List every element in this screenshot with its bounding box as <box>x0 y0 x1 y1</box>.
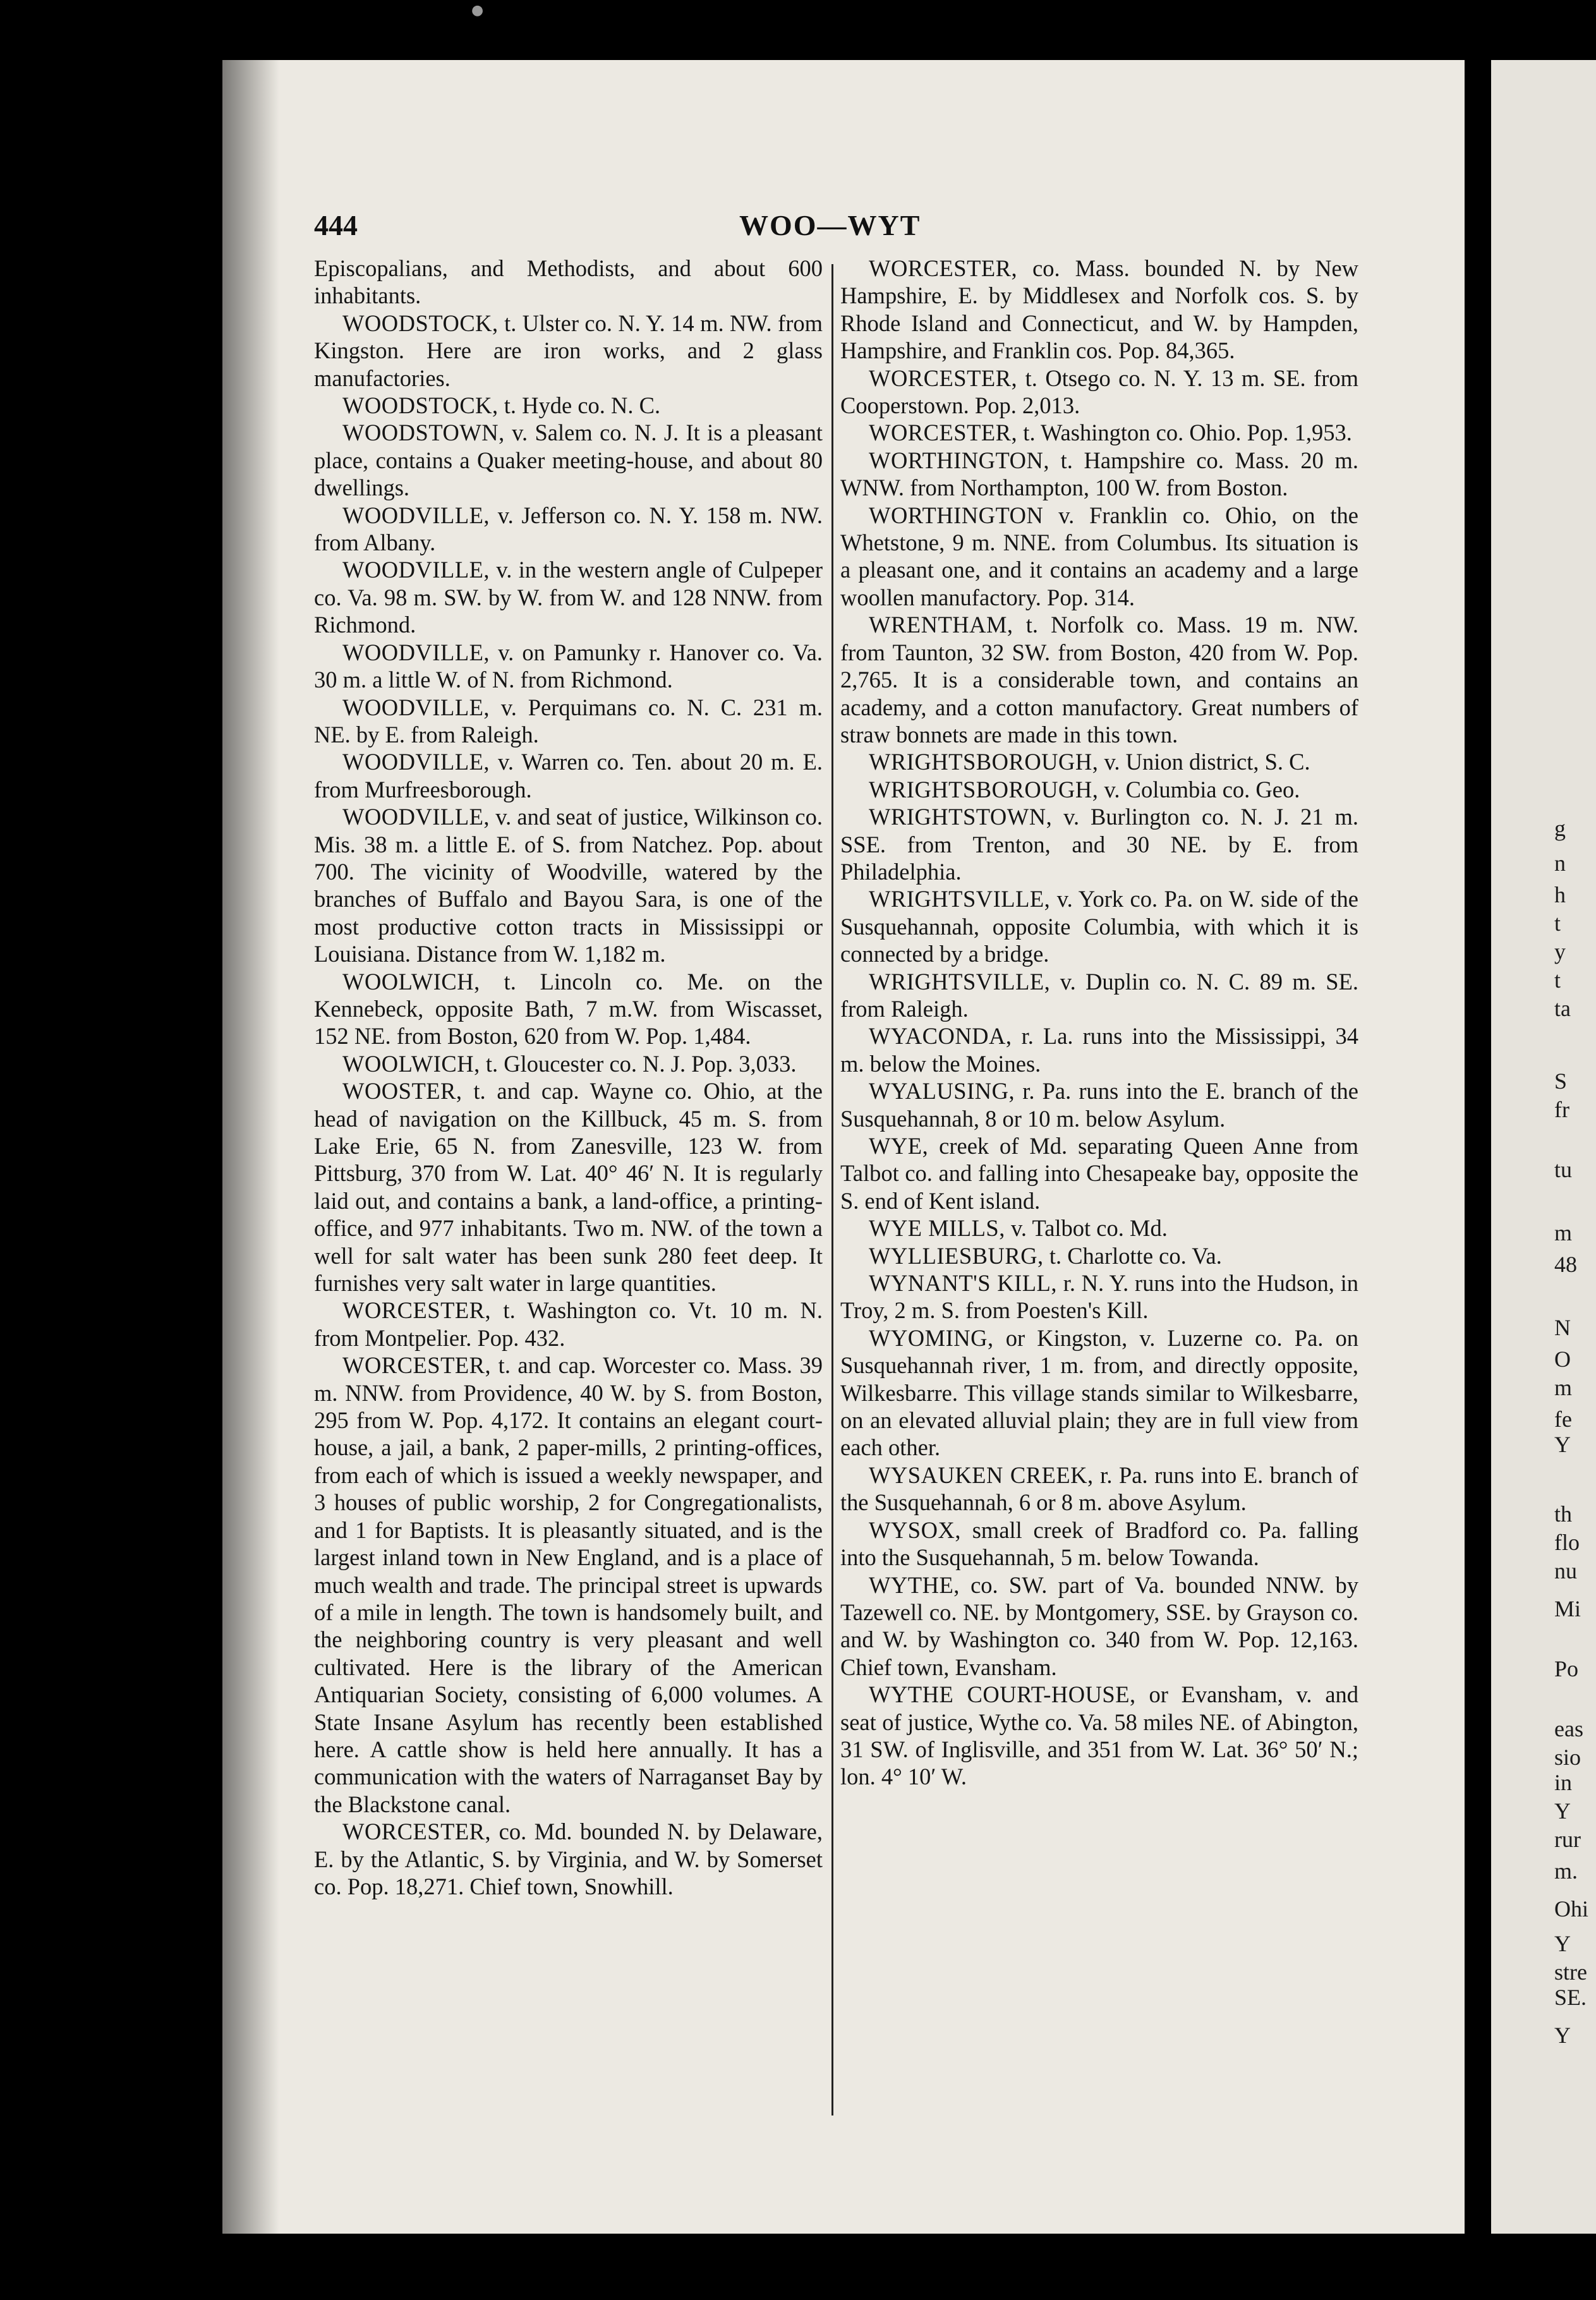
adjacent-page-fragment: n <box>1554 850 1566 876</box>
entry-text: t. Charlotte co. Va. <box>1049 1242 1222 1269</box>
gutter-shadow <box>222 60 279 2234</box>
entry-headword: WORCESTER, <box>342 1297 492 1324</box>
adjacent-page-fragment: fe <box>1554 1407 1572 1432</box>
entry-headword: WRIGHTSTOWN, <box>869 804 1053 830</box>
gazetteer-entry <box>840 1242 1358 1269</box>
scan-artifact-mark: ● <box>471 3 484 18</box>
adjacent-page-fragment: S <box>1554 1068 1568 1094</box>
gazetteer-entry <box>840 1516 1358 1571</box>
gazetteer-entry <box>314 1297 823 1352</box>
adjacent-page-fragment: Po <box>1554 1656 1579 1681</box>
entry-text: r. Pa. runs into E. branch of the Susquehannah, 6 or 8 m. above Asylum. <box>840 1462 1358 1516</box>
page-number: 444 <box>314 209 358 241</box>
gazetteer-entry <box>840 1022 1358 1077</box>
entry-headword: WOODVILLE, <box>342 639 490 665</box>
entry-headword: WOODVILLE, <box>342 749 490 775</box>
gazetteer-entry <box>840 968 1358 1023</box>
entry-headword: WYSOX, <box>869 1516 961 1543</box>
gazetteer-entry <box>314 803 823 967</box>
entry-text: t. Hyde co. N. C. <box>504 392 661 419</box>
entry-headword: WOODVILLE, <box>342 557 490 583</box>
entry-headword: WYE MILLS, <box>869 1215 1005 1242</box>
adjacent-page-fragment: h <box>1554 882 1566 907</box>
entry-headword: WRIGHTSBOROUGH, <box>869 776 1099 802</box>
entry-text: v. in the western angle of Culpeper co. Va. 98 m. SW. by W. from W. and 128 NNW. from Richmond. <box>314 557 823 638</box>
column-rule <box>831 264 833 2115</box>
entry-text: v. Jefferson co. N. Y. 158 m. NW. from Albany. <box>314 502 823 556</box>
entry-text: t. Norfolk co. Mass. 19 m. NW. from Taunton, 32 SW. from Boston, 420 from W. Pop. 2,765. It is a considerable town, and contains an academy, and a cotton manufactory. Great numbers of straw bonnets are made in this town. <box>840 612 1358 748</box>
entry-text: or Evansham, v. and seat of justice, Wythe co. Va. 58 miles NE. of Abington, 31 SW. of Inglisville, and 351 from W. Lat. 36° 50′ N.; lon. 4° 10′ W. <box>840 1681 1359 1790</box>
entry-text: t. and cap. Worcester co. Mass. 39 m. NNW. from Providence, 40 W. by S. from Boston, 295 from W. Pop. 4,172. It contains an elegant court-house, a jail, a bank, 2 paper-mills, 2 printing-offices, from each of which is issued a weekly newspaper, and 3 houses of public worship, 2 for Congregationalists, and 1 for Baptists. It is pleasantly situated, and is the largest inland town in New England, and is a place of much wealth and trade. The principal street is upwards of a mile in length. The town is handsomely built, and the neighboring country is very pleasant and well cultivated. Here is the library of the American Antiquarian Society, consisting of 6,000 volumes. A State Insane Asylum has recently been established here. A cattle show is held here annually. It has a communication with the waters of Narraganset Bay by the Blackstone canal. <box>314 1352 823 1817</box>
entry-text: v. Warren co. Ten. about 20 m. E. from Murfreesborough. <box>314 749 823 802</box>
entry-text: or Kingston, v. Luzerne co. Pa. on Susquehannah river, 1 m. from, and directly opposite, Wilkesbarre. This village stands similar to Wilkesbarre, on an elevated alluvial plain; they are in full view from each other. <box>840 1324 1358 1461</box>
gazetteer-entry <box>840 803 1358 885</box>
entry-headword: WRIGHTSBOROUGH, <box>869 749 1099 775</box>
gazetteer-entry <box>314 748 823 803</box>
adjacent-page-fragment: Y <box>1554 1798 1571 1824</box>
entry-text: v. Burlington co. N. J. 21 m. SSE. from Trenton, and 30 NE. by E. from Philadelphia. <box>840 804 1358 885</box>
entry-headword: WYNANT'S KILL, <box>869 1270 1057 1297</box>
gazetteer-entry <box>314 1352 823 1818</box>
left-column <box>314 255 823 1900</box>
entry-headword: WORCESTER, <box>869 420 1018 446</box>
entry-headword: WOODVILLE, <box>342 502 490 528</box>
entry-headword: WORCESTER, <box>342 1352 492 1379</box>
entry-text: v. Perquimans co. N. C. 231 m. NE. by E. from Raleigh. <box>314 694 823 748</box>
entry-text: r. La. runs into the Mississippi, 34 m. below the Moines. <box>840 1023 1358 1077</box>
running-head: WOO—WYT <box>739 209 921 241</box>
adjacent-page-fragment: N <box>1554 1315 1571 1340</box>
entry-text: v. and seat of justice, Wilkinson co. Mis. 38 m. a little E. of S. from Natchez. Pop. about 700. The vicinity of Woodville, watered by the branches of Buffalo and Bayou Sara, is one of the most productive cotton tracts in Mississippi or Louisiana. Distance from W. 1,182 m. <box>314 804 823 967</box>
entry-headword: WYALUSING, <box>869 1078 1015 1105</box>
adjacent-page-fragment: in <box>1554 1770 1573 1795</box>
gazetteer-entry <box>840 611 1358 748</box>
adjacent-page-fragment: t <box>1554 967 1561 993</box>
entry-text: t. Ulster co. N. Y. 14 m. NW. from Kingston. Here are iron works, and 2 glass manufactories. <box>314 310 823 391</box>
entry-text: t. Hampshire co. Mass. 20 m. WNW. from Northampton, 100 W. from Boston. <box>840 447 1358 501</box>
entry-headword: WYTHE, <box>869 1571 960 1598</box>
entry-text: v. Talbot co. Md. <box>1010 1215 1168 1242</box>
adjacent-page-fragment: rur <box>1554 1827 1581 1852</box>
entry-headword: WYTHE COURT-HOUSE, <box>869 1681 1136 1708</box>
gazetteer-entry <box>314 1818 823 1900</box>
entry-headword: WOOLWICH, <box>342 968 480 995</box>
gazetteer-entry <box>840 502 1358 612</box>
entry-headword: WOODSTOCK, <box>342 310 499 336</box>
gazetteer-entry <box>840 1077 1358 1132</box>
entry-headword: WOODSTOWN, <box>342 420 505 446</box>
entry-headword: WORCESTER, <box>869 365 1018 391</box>
gazetteer-entry <box>840 1269 1358 1324</box>
entry-text: t. Otsego co. N. Y. 13 m. SE. from Cooperstown. Pop. 2,013. <box>840 365 1359 419</box>
entry-text: r. Pa. runs into the E. branch of the Susquehannah, 8 or 10 m. below Asylum. <box>840 1078 1358 1132</box>
adjacent-page-fragment: Ohi <box>1554 1896 1588 1922</box>
entry-headword: WORTHINGTON <box>869 502 1044 528</box>
entry-headword: WYSAUKEN CREEK, <box>869 1462 1094 1488</box>
entry-text: v. on Pamunky r. Hanover co. Va. 30 m. a little W. of N. from Richmond. <box>314 639 823 693</box>
adjacent-page-fragment: m <box>1554 1220 1573 1245</box>
gazetteer-entry <box>840 776 1358 803</box>
gazetteer-entry <box>314 694 823 749</box>
adjacent-page-fragment: nu <box>1554 1558 1577 1583</box>
entry-text: t. Washington co. Ohio. Pop. 1,953. <box>1023 420 1352 446</box>
entry-text: r. N. Y. runs into the Hudson, in Troy, 2 m. S. from Poesten's Kill. <box>840 1270 1358 1324</box>
gazetteer-entry <box>840 1681 1358 1791</box>
adjacent-page-fragment: Y <box>1554 1432 1571 1457</box>
gazetteer-entry <box>314 392 823 419</box>
gazetteer-entry <box>314 968 823 1050</box>
entry-headword: WYACONDA, <box>869 1023 1012 1050</box>
adjacent-page-fragment: t <box>1554 911 1561 936</box>
adjacent-page-fragment: flo <box>1554 1530 1580 1555</box>
gazetteer-entry <box>314 1050 823 1077</box>
adjacent-page-fragment: SE. <box>1554 1985 1587 2010</box>
gazetteer-entry <box>840 255 1358 365</box>
gazetteer-entry <box>840 365 1358 420</box>
entry-text: v. Salem co. N. J. It is a pleasant place, contains a Quaker meeting-house, and about 80 dwellings. <box>314 420 823 501</box>
gazetteer-entry <box>840 1214 1358 1242</box>
entry-text: co. Mass. bounded N. by New Hampshire, E. by Middlesex and Norfolk cos. S. by Rhode Island and Connecticut, and W. by Hampden, Hampshire, and Franklin cos. Pop. 84,365. <box>840 255 1359 364</box>
adjacent-page-fragment: eas <box>1554 1716 1583 1741</box>
entry-text: creek of Md. separating Queen Anne from Talbot co. and falling into Chesapeake bay, opposite the S. end of Kent island. <box>840 1133 1358 1214</box>
adjacent-page-fragment: y <box>1554 939 1566 964</box>
entry-text: t. and cap. Wayne co. Ohio, at the head of navigation on the Killbuck, 45 m. S. from Lake Erie, 65 N. from Zanesville, 123 W. from Pittsburg, 370 from W. Lat. 40° 46′ N. It is regularly laid out, and contains a bank, a land-office, a printing-office, and 977 inhabitants. Two m. NW. of the town a well for salt water has been sunk 280 feet deep. It furnishes very salt water in large quantities. <box>314 1078 823 1297</box>
gazetteer-entry <box>314 1077 823 1297</box>
adjacent-page-fragment: Y <box>1554 2023 1571 2048</box>
adjacent-page-fragment: m <box>1554 1375 1573 1400</box>
gazetteer-entry <box>840 1132 1358 1214</box>
gazetteer-entry <box>840 1462 1358 1516</box>
entry-headword: WORCESTER, <box>342 1819 492 1845</box>
adjacent-page-fragment: sio <box>1554 1745 1581 1770</box>
entry-text: t. Lincoln co. Me. on the Kennebeck, opposite Bath, 7 m.W. from Wiscasset, 152 NE. from Boston, 620 from W. Pop. 1,484. <box>314 968 823 1050</box>
adjacent-page-fragment: m. <box>1554 1858 1578 1884</box>
gazetteer-entry <box>314 419 823 501</box>
entry-headword: WOODVILLE, <box>342 694 490 720</box>
gazetteer-entry <box>314 310 823 392</box>
adjacent-page-fragment: 48 <box>1554 1252 1577 1277</box>
gazetteer-entry <box>840 419 1358 446</box>
entry-text: v. Franklin co. Ohio, on the Whetstone, 9 m. NNE. from Columbus. Its situation is a pleasant one, and it contains an academy and a large woollen manufactory. Pop. 314. <box>840 502 1358 610</box>
entry-headword: WRIGHTSVILLE, <box>869 968 1051 995</box>
adjacent-page-fragment: Mi <box>1554 1596 1581 1621</box>
entry-headword: WRIGHTSVILLE, <box>869 886 1051 912</box>
entry-text: Episcopalians, and Methodists, and about 600 inhabitants. <box>314 255 823 309</box>
entry-text: t. Gloucester co. N. J. Pop. 3,033. <box>485 1050 797 1077</box>
gazetteer-entry <box>840 447 1358 502</box>
adjacent-page-fragment: th <box>1554 1501 1573 1527</box>
entry-headword: WYE, <box>869 1133 929 1159</box>
entry-text: v. Union district, S. C. <box>1104 749 1310 775</box>
entry-headword: WYOMING, <box>869 1324 994 1351</box>
entry-text: small creek of Bradford co. Pa. falling into the Susquehannah, 5 m. below Towanda. <box>840 1516 1358 1571</box>
gazetteer-entry <box>314 502 823 557</box>
adjacent-page-fragment: fr <box>1554 1097 1569 1122</box>
adjacent-page-fragment: stre <box>1554 1959 1587 1985</box>
entry-headword: WOODSTOCK, <box>342 392 499 419</box>
adjacent-page-fragment: ta <box>1554 996 1571 1021</box>
entry-headword: WOODVILLE, <box>342 804 490 830</box>
adjacent-page-fragment: O <box>1554 1347 1571 1372</box>
adjacent-page-fragment: Y <box>1554 1931 1571 1956</box>
gazetteer-entry <box>314 255 823 310</box>
entry-headword: WORTHINGTON, <box>869 447 1049 473</box>
gazetteer-entry <box>840 748 1358 775</box>
entry-headword: WORCESTER, <box>869 255 1018 281</box>
adjacent-page-fragment: tu <box>1554 1157 1573 1182</box>
entry-text: v. Columbia co. Geo. <box>1104 776 1300 802</box>
entry-text: co. Md. bounded N. by Delaware, E. by the Atlantic, S. by Virginia, and W. by Somerset co. Pop. 18,271. Chief town, Snowhill. <box>314 1819 823 1899</box>
entry-text: co. SW. part of Va. bounded NNW. by Tazewell co. NE. by Montgomery, SSE. by Grayson co. and W. by Washington co. 340 from W. Pop. 12,163. Chief town, Evansham. <box>840 1571 1359 1680</box>
gazetteer-entry <box>840 885 1358 967</box>
entry-headword: WYLLIESBURG, <box>869 1242 1044 1269</box>
entry-text: v. Duplin co. N. C. 89 m. SE. from Raleigh. <box>840 968 1359 1022</box>
entry-headword: WRENTHAM, <box>869 612 1013 638</box>
entry-headword: WOOSTER, <box>342 1078 462 1105</box>
adjacent-page-fragment: g <box>1554 816 1566 841</box>
entry-headword: WOOLWICH, <box>342 1050 480 1077</box>
right-column <box>840 255 1358 1791</box>
entry-text: t. Washington co. Vt. 10 m. N. from Montpelier. Pop. 432. <box>314 1297 823 1351</box>
adjacent-page-edge <box>1491 60 1596 2234</box>
entry-text: v. York co. Pa. on W. side of the Susquehannah, opposite Columbia, with which it is connected by a bridge. <box>840 886 1358 967</box>
gazetteer-entry <box>314 556 823 638</box>
gazetteer-entry <box>314 639 823 694</box>
gazetteer-entry <box>840 1571 1358 1681</box>
gazetteer-entry <box>840 1324 1358 1462</box>
